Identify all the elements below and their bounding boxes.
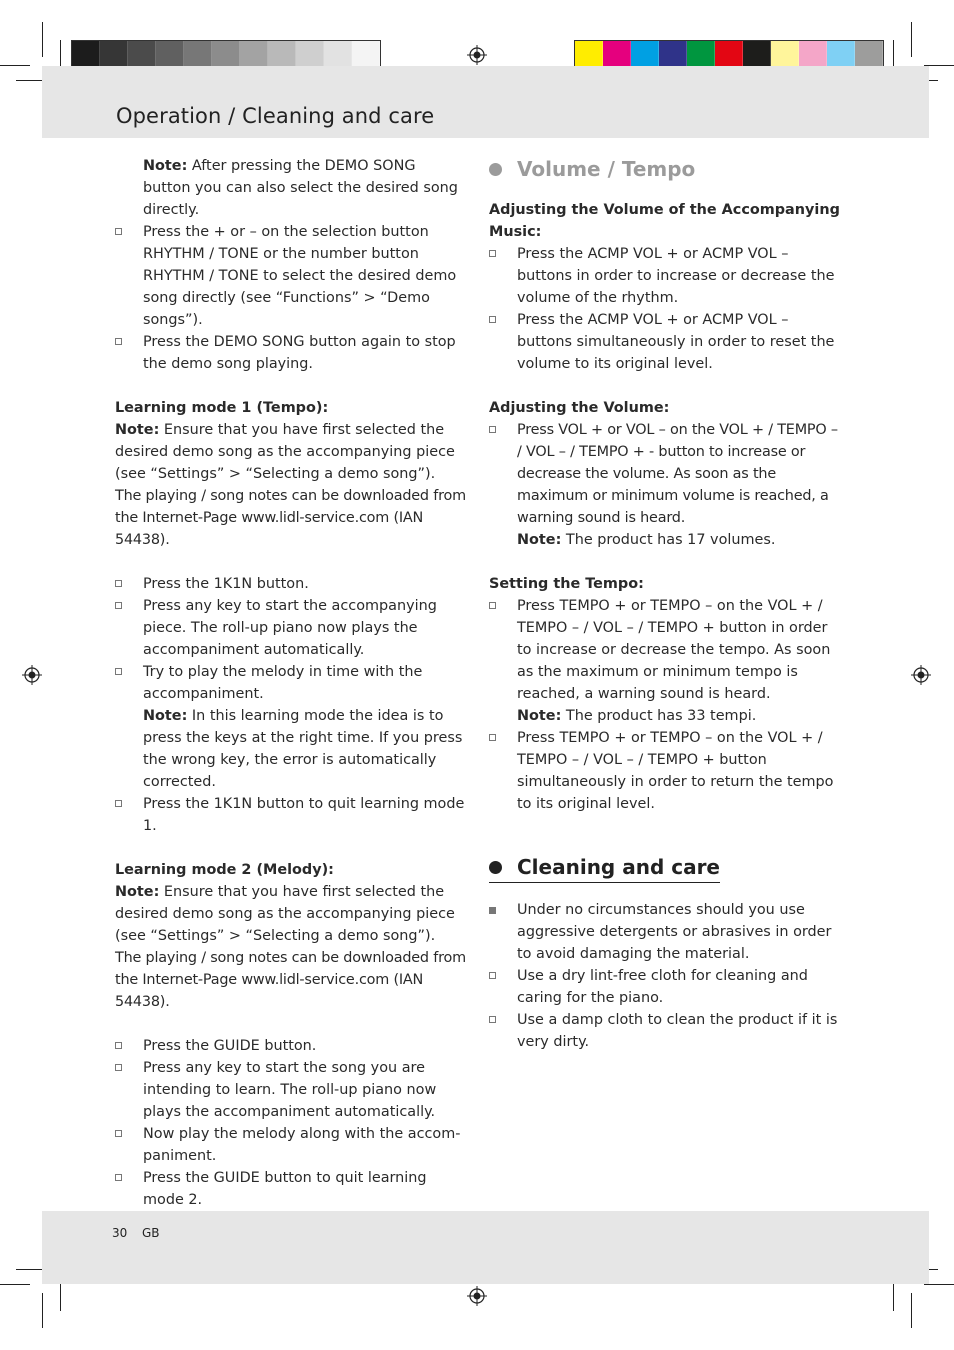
color-swatch — [212, 41, 240, 69]
checkbox-bullet-icon — [115, 668, 122, 675]
learning-mode-2-heading: Learning mode 2 (Melody): — [115, 862, 334, 878]
learning-mode-1-inner-note: Note: In this learning mode the idea is to press the keys at the right time. If you press the wrong key, the error is automatically corrected. — [143, 708, 463, 790]
left-column — [115, 155, 467, 1211]
color-swatch — [575, 41, 603, 69]
list-item: Press any key to start the accompanying piece. The roll-up piano now plays the accompaniment automatically. — [115, 595, 467, 661]
color-swatch — [687, 41, 715, 69]
crop-mark — [924, 1284, 954, 1285]
list-item: Try to play the melody in time with the accompaniment. — [115, 661, 467, 705]
filled-square-bullet-icon — [489, 907, 496, 914]
volume-heading: Adjusting the Volume: — [489, 400, 670, 416]
list-item: Press VOL + or VOL – on the VOL + / TEMPO – / VOL – / TEMPO + - button to increase or decrease the volume. As soon as the maximum or minimum volume is reached, a warning sound is heard. — [489, 419, 841, 529]
color-swatch — [855, 41, 883, 69]
crop-mark — [911, 22, 912, 57]
learning-mode-1-heading: Learning mode 1 (Tempo): — [115, 400, 329, 416]
volume-note: Note: The product has 17 volumes. — [517, 532, 776, 548]
color-swatch — [324, 41, 352, 69]
warning-item: Under no circumstances should you use aggressive detergents or abrasives in order to avoid damaging the material. — [489, 899, 841, 965]
checkbox-bullet-icon — [115, 1042, 122, 1049]
checkbox-bullet-icon — [489, 1016, 496, 1023]
color-swatch — [799, 41, 827, 69]
registration-mark-icon — [22, 665, 42, 685]
color-swatch — [100, 41, 128, 69]
learning-mode-2-note: Note: Ensure that you have first selected the desired demo song as the accompanying piece (see “Settings” > “Selecting a demo song”). — [115, 884, 455, 944]
tempo-heading: Setting the Tempo: — [489, 576, 644, 592]
crop-mark — [0, 65, 30, 66]
color-swatch — [715, 41, 743, 69]
registration-mark-icon — [467, 1286, 487, 1306]
color-swatch — [240, 41, 268, 69]
color-swatch — [659, 41, 687, 69]
checkbox-bullet-icon — [489, 316, 496, 323]
checkbox-bullet-icon — [115, 1174, 122, 1181]
color-swatch — [631, 41, 659, 69]
checkbox-bullet-icon — [115, 602, 122, 609]
list-item: Press the 1K1N button. — [115, 573, 467, 595]
right-column — [489, 155, 841, 1053]
color-swatch — [296, 41, 324, 69]
crop-mark — [911, 1293, 912, 1328]
list-item: Press the 1K1N button to quit learning mode 1. — [115, 793, 467, 837]
list-item: Press the GUIDE button. — [115, 1035, 467, 1057]
list-item: Press the GUIDE button to quit learning mode 2. — [115, 1167, 467, 1211]
color-swatch — [268, 41, 296, 69]
checkbox-bullet-icon — [489, 734, 496, 741]
checkbox-bullet-icon — [489, 426, 496, 433]
list-item: Press any key to start the song you are intending to learn. The roll-up piano now plays the accompaniment automatically. — [115, 1057, 467, 1123]
demo-note: Note: After pressing the DEMO SONG button you can also select the desired song directly. — [143, 158, 458, 218]
list-item: Use a damp cloth to clean the product if it is very dirty. — [489, 1009, 841, 1053]
checkbox-bullet-icon — [489, 602, 496, 609]
color-swatch — [184, 41, 212, 69]
crop-mark — [42, 22, 43, 57]
checkbox-bullet-icon — [115, 228, 122, 235]
learning-mode-1-download: The playing / song notes can be downloaded from the Internet-Page www.lidl-service.com (IAN 54438). — [115, 488, 466, 548]
list-item: Press the ACMP VOL + or ACMP VOL – buttons simultaneously in order to reset the volume to its original level. — [489, 309, 841, 375]
cleaning-section-title: Cleaning and care — [489, 853, 720, 883]
language-code: GB — [142, 1226, 160, 1240]
checkbox-bullet-icon — [115, 1064, 122, 1071]
list-item: Use a dry lint-free cloth for cleaning and caring for the piano. — [489, 965, 841, 1009]
footer-band — [42, 1211, 929, 1284]
checkbox-bullet-icon — [115, 338, 122, 345]
color-swatch — [156, 41, 184, 69]
color-swatch — [771, 41, 799, 69]
learning-mode-1-note: Note: Ensure that you have first selected the desired demo song as the accompanying piece (see “Settings” > “Selecting a demo song”). — [115, 422, 455, 482]
list-item: Press the ACMP VOL + or ACMP VOL – buttons in order to increase or decrease the volume of the rhythm. — [489, 243, 841, 309]
accompaniment-volume-heading: Adjusting the Volume of the Accompanying Music: — [489, 202, 840, 240]
checkbox-bullet-icon — [489, 250, 496, 257]
bullet-dot-icon — [489, 163, 502, 176]
list-item: Press the + or – on the selection button RHYTHM / TONE or the number button RHYTHM / TONE to select the desired demo song directly (see “Functions” > “Demo songs”). — [115, 221, 467, 331]
crop-mark — [42, 1293, 43, 1328]
checkbox-bullet-icon — [115, 800, 122, 807]
learning-mode-2-download: The playing / song notes can be downloaded from the Internet-Page www.lidl-service.com (IAN 54438). — [115, 950, 466, 1010]
list-item: Press TEMPO + or TEMPO – on the VOL + / TEMPO – / VOL – / TEMPO + button in order to increase or decrease the tempo. As soon as the maximum or minimum tempo is reached, a warning sound is heard. — [489, 595, 841, 705]
color-swatch — [128, 41, 156, 69]
volume-tempo-section-title: Volume / Tempo — [489, 155, 841, 183]
color-swatch — [352, 41, 380, 69]
checkbox-bullet-icon — [489, 972, 496, 979]
crop-mark — [0, 1284, 30, 1285]
registration-mark-icon — [467, 45, 487, 65]
checkbox-bullet-icon — [115, 1130, 122, 1137]
tempo-note: Note: The product has 33 tempi. — [517, 708, 757, 724]
color-swatch — [72, 41, 100, 69]
page-number: 30 — [112, 1226, 128, 1240]
page-title: Operation / Cleaning and care — [116, 104, 435, 128]
registration-mark-icon — [911, 665, 931, 685]
list-item: Press TEMPO + or TEMPO – on the VOL + / TEMPO – / VOL – / TEMPO + button simultaneously in order to return the tempo to its original level. — [489, 727, 841, 815]
checkbox-bullet-icon — [115, 580, 122, 587]
color-swatch — [603, 41, 631, 69]
bullet-dot-icon — [489, 861, 502, 874]
color-swatch — [827, 41, 855, 69]
list-item: Now play the melody along with the accompaniment. — [115, 1123, 467, 1167]
color-swatch — [743, 41, 771, 69]
list-item: Press the DEMO SONG button again to stop the demo song playing. — [115, 331, 467, 375]
